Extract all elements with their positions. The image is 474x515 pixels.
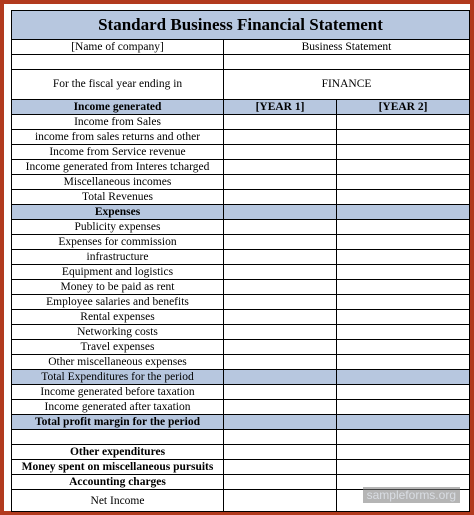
year1-value-cell[interactable] bbox=[224, 490, 337, 511]
year1-header: [YEAR 1] bbox=[224, 100, 337, 114]
table-row bbox=[12, 145, 469, 160]
year1-value-cell[interactable] bbox=[224, 415, 337, 429]
company-name-cell[interactable]: [Name of company] bbox=[12, 40, 224, 54]
table-row bbox=[12, 385, 469, 400]
table-row bbox=[12, 190, 469, 205]
misc-pursuits-label: Money spent on miscellaneous pursuits bbox=[12, 460, 224, 474]
row-label: Miscellaneous incomes bbox=[12, 175, 224, 189]
year2-value-cell[interactable] bbox=[337, 160, 469, 174]
row-label: Travel expenses bbox=[12, 340, 224, 354]
year2-value-cell[interactable] bbox=[337, 415, 469, 429]
year2-value-cell[interactable] bbox=[337, 175, 469, 189]
year1-value-cell[interactable] bbox=[224, 130, 337, 144]
year2-value-cell[interactable] bbox=[337, 250, 469, 264]
blank-cell bbox=[12, 430, 224, 444]
total-expenditures-label: Total Expenditures for the period bbox=[12, 370, 224, 384]
year1-value-cell[interactable] bbox=[224, 235, 337, 249]
table-row bbox=[12, 325, 469, 340]
after-tax-label: Income generated after taxation bbox=[12, 400, 224, 414]
table-row bbox=[12, 310, 469, 325]
year2-value-cell[interactable] bbox=[337, 310, 469, 324]
row-label: infrastructure bbox=[12, 250, 224, 264]
year1-value-cell[interactable] bbox=[224, 325, 337, 339]
table-row bbox=[12, 220, 469, 235]
year2-value-cell[interactable] bbox=[337, 325, 469, 339]
year1-value-cell[interactable] bbox=[224, 475, 337, 489]
blank-row bbox=[12, 430, 469, 445]
table-row bbox=[12, 250, 469, 265]
year2-value-cell[interactable] bbox=[337, 355, 469, 369]
watermark: sampleforms.org bbox=[363, 487, 460, 503]
net-income-label: Net Income bbox=[12, 490, 224, 511]
year1-value-cell[interactable] bbox=[224, 280, 337, 294]
company-row bbox=[12, 40, 469, 55]
year1-value-cell[interactable] bbox=[224, 385, 337, 399]
year2-value-cell[interactable] bbox=[337, 190, 469, 204]
blank-cell bbox=[224, 55, 469, 69]
year2-value-cell[interactable] bbox=[337, 265, 469, 279]
year2-value-cell[interactable] bbox=[337, 340, 469, 354]
fiscal-year-label: For the fiscal year ending in bbox=[12, 70, 224, 99]
table-row bbox=[12, 130, 469, 145]
year1-value-cell[interactable] bbox=[224, 175, 337, 189]
row-label: Other miscellaneous expenses bbox=[12, 355, 224, 369]
table-row bbox=[12, 400, 469, 415]
accounting-charges-label: Accounting charges bbox=[12, 475, 224, 489]
year2-header: [YEAR 2] bbox=[378, 101, 428, 113]
year1-value-cell[interactable] bbox=[224, 400, 337, 414]
expenses-heading-row bbox=[12, 205, 469, 220]
financial-statement-sheet bbox=[11, 10, 470, 512]
year1-value-cell[interactable] bbox=[224, 250, 337, 264]
income-heading: Income generated bbox=[12, 100, 224, 114]
row-label: Money to be paid as rent bbox=[12, 280, 224, 294]
year1-value-cell[interactable] bbox=[224, 295, 337, 309]
year2-value-cell[interactable] bbox=[337, 145, 469, 159]
year1-value-cell[interactable] bbox=[224, 460, 337, 474]
row-label: Employee salaries and benefits bbox=[12, 295, 224, 309]
year1-value-cell bbox=[224, 205, 337, 219]
table-row bbox=[12, 445, 469, 460]
year1-value-cell[interactable] bbox=[224, 370, 337, 384]
year2-value-cell[interactable] bbox=[337, 280, 469, 294]
blank-cell bbox=[12, 55, 224, 69]
row-label: Publicity expenses bbox=[12, 220, 224, 234]
table-row bbox=[12, 175, 469, 190]
year2-value-cell[interactable] bbox=[337, 130, 469, 144]
year1-value-cell[interactable] bbox=[224, 160, 337, 174]
blank-row bbox=[12, 55, 469, 70]
year2-value-cell[interactable] bbox=[337, 295, 469, 309]
table-row bbox=[12, 160, 469, 175]
profit-margin-row bbox=[12, 415, 469, 430]
year2-value-cell[interactable] bbox=[337, 370, 469, 384]
row-label: Expenses for commission bbox=[12, 235, 224, 249]
year2-value-cell[interactable] bbox=[337, 385, 469, 399]
row-label: Equipment and logistics bbox=[12, 265, 224, 279]
income-heading-row bbox=[12, 100, 469, 115]
year2-value-cell[interactable] bbox=[337, 115, 469, 129]
table-row bbox=[12, 235, 469, 250]
year1-value-cell[interactable] bbox=[224, 265, 337, 279]
row-label: Income generated from Interes tcharged bbox=[12, 160, 224, 174]
row-label: Income from Service revenue bbox=[12, 145, 224, 159]
table-row bbox=[12, 280, 469, 295]
year2-value-cell[interactable] bbox=[337, 235, 469, 249]
statement-type-cell[interactable]: Business Statement bbox=[301, 41, 392, 53]
sheet-title: Standard Business Financial Statement bbox=[12, 11, 469, 40]
year2-value-cell[interactable] bbox=[337, 220, 469, 234]
year1-value-cell[interactable] bbox=[224, 355, 337, 369]
year1-value-cell[interactable] bbox=[224, 190, 337, 204]
table-row bbox=[12, 460, 469, 475]
year2-value-cell[interactable] bbox=[337, 445, 469, 459]
table-row bbox=[12, 355, 469, 370]
year1-value-cell[interactable] bbox=[224, 445, 337, 459]
year1-value-cell[interactable] bbox=[224, 115, 337, 129]
table-row bbox=[12, 115, 469, 130]
row-label: Rental expenses bbox=[12, 310, 224, 324]
year1-value-cell[interactable] bbox=[224, 220, 337, 234]
year1-value-cell[interactable] bbox=[224, 340, 337, 354]
table-row bbox=[12, 265, 469, 280]
year1-value-cell[interactable] bbox=[224, 310, 337, 324]
blank-cell bbox=[337, 430, 469, 444]
table-row bbox=[12, 340, 469, 355]
row-label: Networking costs bbox=[12, 325, 224, 339]
fiscal-year-value[interactable]: FINANCE bbox=[321, 78, 372, 90]
year2-value-cell bbox=[337, 205, 469, 219]
year1-value-cell[interactable] bbox=[224, 145, 337, 159]
year2-value-cell[interactable] bbox=[337, 400, 469, 414]
expenses-heading: Expenses bbox=[12, 205, 224, 219]
fiscal-year-row bbox=[12, 70, 469, 100]
row-label: Income from Sales bbox=[12, 115, 224, 129]
row-label: Total Revenues bbox=[12, 190, 224, 204]
before-tax-label: Income generated before taxation bbox=[12, 385, 224, 399]
row-label: income from sales returns and other bbox=[12, 130, 224, 144]
table-row bbox=[12, 295, 469, 310]
blank-cell bbox=[224, 430, 337, 444]
total-expenditures-row bbox=[12, 370, 469, 385]
profit-margin-label: Total profit margin for the period bbox=[12, 415, 224, 429]
other-expenditures-label: Other expenditures bbox=[12, 445, 224, 459]
year2-value-cell[interactable] bbox=[337, 460, 469, 474]
